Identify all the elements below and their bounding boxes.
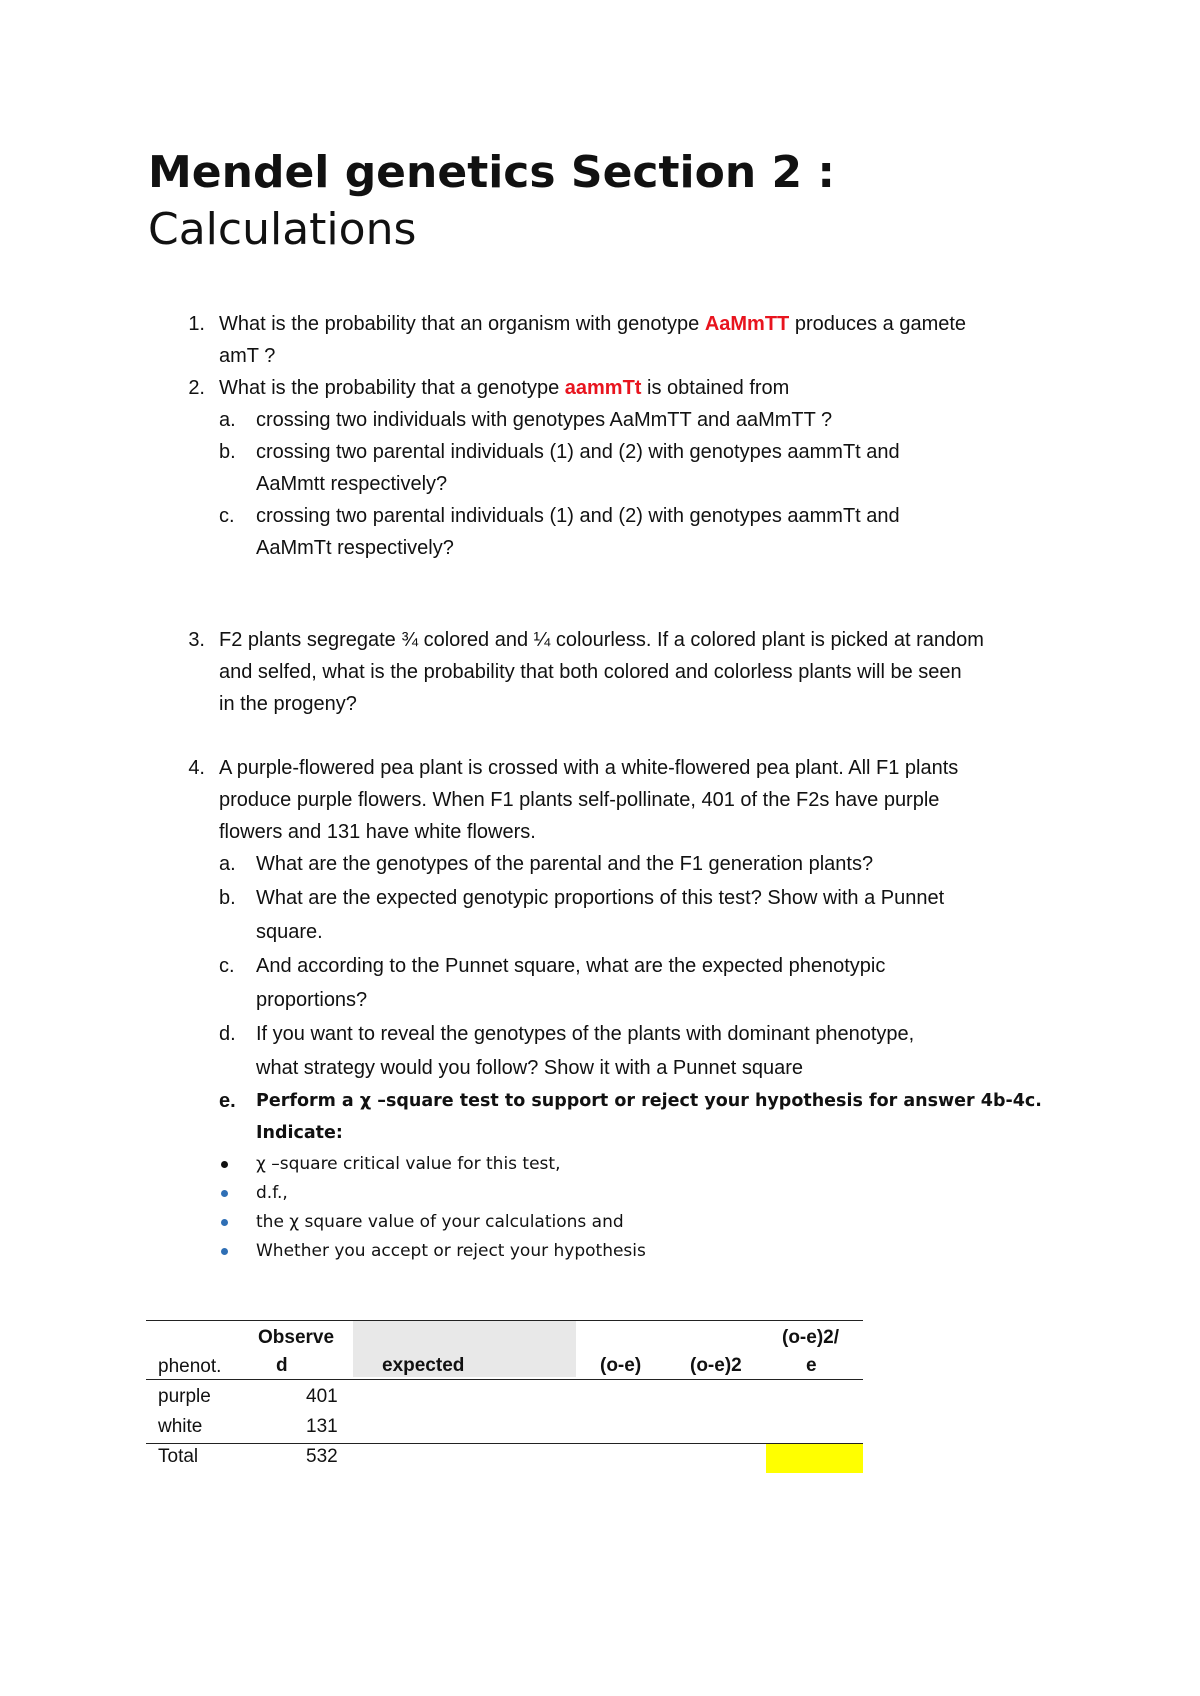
col-header-observed-cont: d bbox=[276, 1355, 288, 1376]
sub-question-c-cont: AaMmTt respectively? bbox=[256, 537, 454, 559]
bullet-icon bbox=[221, 1248, 231, 1258]
sub-label: b. bbox=[219, 887, 236, 909]
sub-label: b. bbox=[219, 441, 236, 463]
table-cell-phenot: white bbox=[158, 1416, 203, 1437]
sub-label: a. bbox=[219, 409, 236, 431]
bullet-item: the χ square value of your calculations and bbox=[256, 1212, 624, 1232]
bullet-item: d.f., bbox=[256, 1183, 288, 1203]
sub-question-d-cont: what strategy would you follow? Show it with a Punnet square bbox=[256, 1057, 803, 1079]
col-header-chi-cont: e bbox=[806, 1355, 817, 1376]
question-text: F2 plants segregate ¾ colored and ¼ colourless. If a colored plant is picked at random bbox=[219, 629, 984, 651]
sub-question-b-cont: square. bbox=[256, 921, 323, 943]
col-header-observed: Observe bbox=[258, 1327, 335, 1348]
table-top-rule bbox=[146, 1320, 863, 1321]
question-number: 4. bbox=[188, 757, 205, 779]
table-header-rule bbox=[146, 1379, 863, 1380]
question-text-after: produces a gamete bbox=[789, 313, 967, 335]
question-text-after: is obtained from bbox=[641, 377, 790, 399]
sub-question-a: What are the genotypes of the parental and the F1 generation plants? bbox=[256, 853, 874, 875]
question-text-cont: amT ? bbox=[219, 345, 276, 367]
page-subtitle: Calculations bbox=[148, 204, 417, 255]
chi-square-total-highlight bbox=[766, 1444, 863, 1473]
sub-label: e. bbox=[219, 1090, 236, 1112]
question-text bbox=[219, 308, 966, 340]
question-text bbox=[219, 372, 789, 404]
genotype-highlight: aammTt bbox=[564, 377, 642, 399]
question-text-cont: produce purple flowers. When F1 plants self-pollinate, 401 of the F2s have purple bbox=[219, 789, 940, 811]
question-text-before: What is the probability that a genotype bbox=[219, 377, 565, 399]
sub-question-b: crossing two parental individuals (1) and (2) with genotypes aammTt and bbox=[256, 441, 900, 463]
table-cell-phenot: purple bbox=[158, 1386, 211, 1407]
bullet-item: χ –square critical value for this test, bbox=[256, 1154, 561, 1174]
sub-question-c: And according to the Punnet square, what are the expected phenotypic bbox=[256, 955, 886, 977]
sub-label: c. bbox=[219, 955, 235, 977]
bullet-icon bbox=[221, 1219, 231, 1229]
table-total-observed: 532 bbox=[306, 1446, 338, 1467]
col-header-chi: (o-e)2/ bbox=[782, 1327, 839, 1348]
sub-question-a: crossing two individuals with genotypes AaMmTT and aaMmTT ? bbox=[256, 409, 833, 431]
sub-label: d. bbox=[219, 1023, 236, 1045]
bullet-icon bbox=[221, 1161, 231, 1171]
col-header-expected: expected bbox=[382, 1355, 465, 1376]
genotype-highlight: AaMmTT bbox=[704, 313, 790, 335]
question-number: 1. bbox=[188, 313, 205, 335]
question-text-cont: in the progeny? bbox=[219, 693, 357, 715]
sub-question-e: Perform a χ –square test to support or reject your hypothesis for answer 4b-4c. bbox=[256, 1091, 1042, 1111]
col-header-phenot: phenot. bbox=[158, 1356, 222, 1377]
page-title: Mendel genetics Section 2 : bbox=[148, 147, 836, 198]
table-cell-observed: 131 bbox=[306, 1416, 338, 1437]
col-header-o-minus-e-sq: (o-e)2 bbox=[690, 1355, 742, 1376]
sub-question-e-cont: Indicate: bbox=[256, 1123, 343, 1143]
question-number: 2. bbox=[188, 377, 205, 399]
bullet-icon bbox=[221, 1190, 231, 1200]
sub-label: c. bbox=[219, 505, 235, 527]
sub-question-c-cont: proportions? bbox=[256, 989, 368, 1011]
question-text-cont: flowers and 131 have white flowers. bbox=[219, 821, 536, 843]
question-number: 3. bbox=[188, 629, 205, 651]
table-total-label: Total bbox=[158, 1446, 199, 1467]
table-total-rule bbox=[146, 1443, 863, 1444]
sub-label: a. bbox=[219, 853, 236, 875]
sub-question-c: crossing two parental individuals (1) and (2) with genotypes aammTt and bbox=[256, 505, 900, 527]
question-text-cont: and selfed, what is the probability that both colored and colorless plants will be seen bbox=[219, 661, 962, 683]
table-cell-observed: 401 bbox=[306, 1386, 338, 1407]
col-header-o-minus-e: (o-e) bbox=[600, 1355, 642, 1376]
question-text: A purple-flowered pea plant is crossed with a white-flowered pea plant. All F1 plants bbox=[219, 757, 959, 779]
sub-question-b: What are the expected genotypic proportions of this test? Show with a Punnet bbox=[256, 887, 945, 909]
sub-question-d: If you want to reveal the genotypes of the plants with dominant phenotype, bbox=[256, 1023, 915, 1045]
bullet-item: Whether you accept or reject your hypothesis bbox=[256, 1241, 646, 1261]
sub-question-b-cont: AaMmtt respectively? bbox=[256, 473, 448, 495]
question-text-before: What is the probability that an organism with genotype bbox=[219, 313, 705, 335]
chi-square-table bbox=[146, 1320, 863, 1472]
